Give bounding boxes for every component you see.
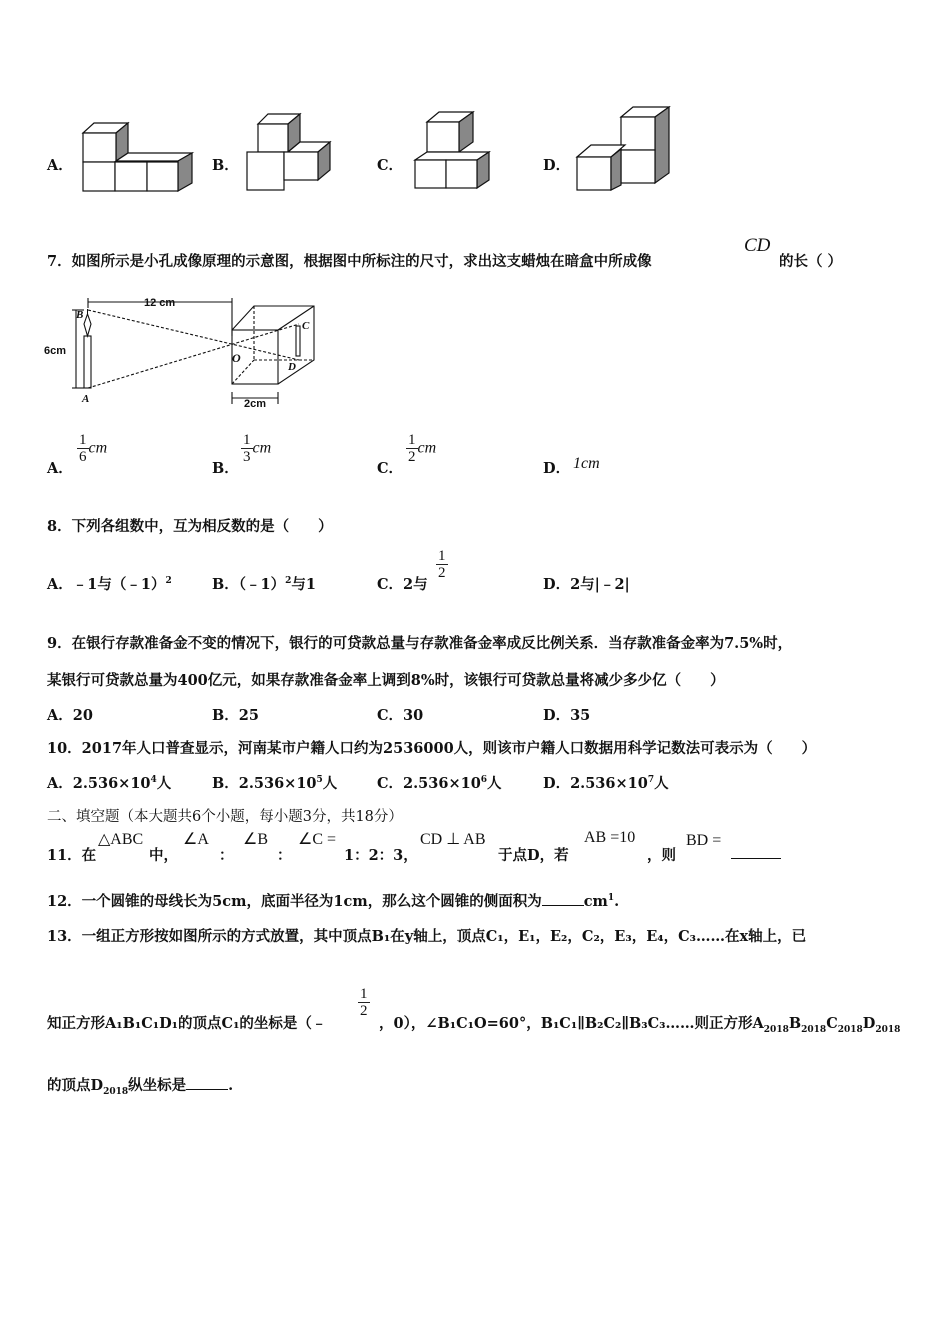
fig-depth-label: 2cm (244, 398, 267, 410)
q8-stem: 8．下列各组数中，互为相反数的是（ ） (47, 518, 333, 535)
q10-option-c: C．$2.536\times 10^6$人 (377, 775, 502, 792)
q12-question: 12．一个圆锥的母线长为5cm，底面半径为1cm，那么这个圆锥的侧面积为 $cm^1$. (47, 893, 620, 910)
q10-option-a: A．$2.536\times 10^4$人 (47, 775, 172, 792)
q6-option-a-letter: A． (47, 157, 73, 174)
q12-answer-blank (542, 905, 584, 906)
q13-fraction: $\frac{1}{2}$ (360, 986, 368, 1019)
q7-tail: 的长（ ） (779, 253, 843, 270)
fig-point-d: D (288, 361, 296, 373)
q7-option-b-letter: B． (212, 460, 239, 477)
q7-option-a: $\frac{1}{6}$ cm (79, 432, 108, 465)
q10-option-d: D．$2.536\times 10^7$人 (543, 775, 669, 792)
q11-answer-blank (731, 858, 781, 859)
q10-option-b: B．$2.536\times 10^5$人 (212, 775, 338, 792)
candle-body (84, 336, 91, 388)
q11-perp: CD ⊥ AB (420, 831, 486, 848)
fig-point-b: B (76, 309, 84, 321)
q9-option-a: A．20 (47, 707, 93, 724)
q7-cd: CD (744, 235, 771, 256)
q6-option-c-letter: C． (377, 157, 404, 174)
q8-option-b: B．（﹣1）$^2$与1 (212, 576, 316, 593)
q13-line3: 的顶点$D_{2018}$纵坐标是 . (47, 1077, 234, 1097)
q7-stem: 7．如图所示是小孔成像原理的示意图，根据图中所标注的尺寸，求出这支蜡烛在暗盒中所成像 (47, 253, 652, 270)
q7-option-b: $\frac{1}{3}$ cm (243, 432, 272, 465)
q7-option-c-letter: C． (377, 460, 404, 477)
fig-distance-label: 12 cm (144, 297, 176, 309)
q6-option-b-figure (244, 112, 334, 192)
q6-option-a-figure (80, 121, 195, 193)
q7-option-d: 1cm (573, 455, 600, 472)
fig-point-o: O (232, 351, 241, 365)
q9-option-b: B．25 (212, 707, 259, 724)
pinhole-camera-figure (44, 296, 324, 411)
q10-stem: 10．2017年人口普查显示，河南某市户籍人口约为2536000人，则该市户籍人口数据用科学记数法可表示为（ ） (47, 740, 817, 757)
q6-option-b-letter: B． (212, 157, 239, 174)
q6-option-d-figure (575, 105, 673, 193)
q6-option-d-letter: D． (543, 157, 571, 174)
q9-option-c: C．30 (377, 707, 424, 724)
q9-line2: 某银行可贷款总量为400亿元，如果存款准备金率上调到8%时，该银行可贷款总量将减少多少亿（ ） (47, 672, 725, 689)
fig-height-label: 6cm (44, 345, 67, 357)
q7-option-d-letter: D． (543, 460, 571, 477)
q7-option-c: $\frac{1}{2}$ cm (408, 432, 437, 465)
q11-triangle: △ABC (98, 831, 144, 848)
q7-option-a-letter: A． (47, 460, 73, 477)
q9-option-d: D．35 (543, 707, 591, 724)
q13-answer-blank (186, 1089, 228, 1090)
fig-point-c: C (302, 320, 310, 332)
q6-option-c-figure (413, 110, 493, 192)
q8-option-d: D．2与|﹣2| (543, 576, 630, 593)
section2-heading: 二、填空题（本大题共6个小题，每小题3分，共18分） (47, 809, 403, 825)
q7-question (47, 250, 652, 271)
q8-option-c: C．2与 (377, 576, 428, 593)
q9-line1: 9．在银行存款准备金不变的情况下，银行的可贷款总量与存款准备金率成反比例关系．当存款准备金率为7.5%时， (47, 635, 793, 652)
q13-line1: 13．一组正方形按如图所示的方式放置，其中顶点B₁在y轴上，顶点C₁，E₁，E₂，C₂，E₃，E₄，C₃……在x轴上，已 (47, 928, 807, 945)
q8-option-a: A．﹣1与（﹣1）$^2$ (47, 576, 172, 593)
fig-point-a: A (82, 393, 90, 405)
candle-flame (84, 314, 91, 336)
image-cd (296, 326, 300, 356)
q8-option-c-fraction: $\frac{1}{2}$ (438, 548, 446, 581)
